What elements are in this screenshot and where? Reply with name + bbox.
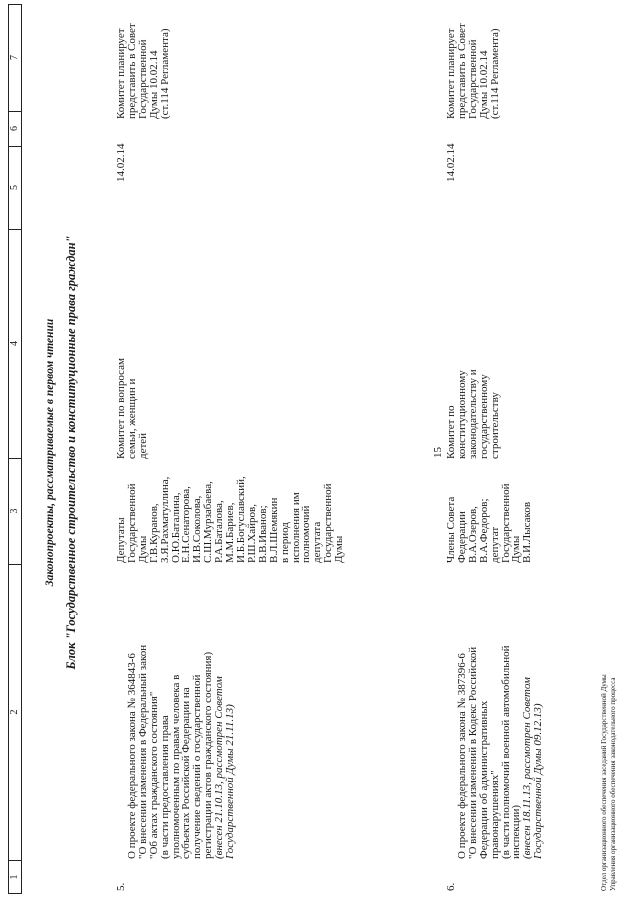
- column-number: 3: [9, 458, 21, 565]
- column-number: 5: [9, 146, 21, 230]
- column-number: 1: [9, 874, 20, 880]
- review-date: 14.02.14: [445, 143, 457, 182]
- bill-initiator: Депутаты Государственной Думы Г.В.Куранов, З.Я.Рахматуллина, О.Ю.Баталина, Е.Н.Сенаторова, И.В.Соколова, С.Ш.Мурзабаева, Р.А.Баталова, М.М.Бариев, И.Б.Богуславский, Р.Ш.Хайров, В.В.Иванов; В.Л.Шемякин в период исполнения им полномочий депутата Государственной Думы: [115, 476, 346, 563]
- responsible-committee: Комитет по вопросам семьи, женщин и детей: [115, 358, 149, 459]
- page-number: 15: [432, 447, 444, 458]
- review-date: 14.02.14: [115, 143, 127, 182]
- column-number: 2: [9, 564, 21, 861]
- bill-title: [116, 569, 236, 859]
- bill-title-text: О проекте федерального закона № 387396-6 "О внесении изменений в Кодекс Российской Федерации об административных правонарушениях" (в части полномочий военной автомобильной инспекции): [455, 645, 523, 859]
- bill-title: [446, 569, 544, 859]
- committee-note: Комитет планирует представить в Совет Государственной Думы 10.02.14 (ст.114 Регламента): [445, 23, 501, 119]
- footer-department: Отдел организационного обеспечения заседаний Государственной Думы Управления организационного обеспечения законодательного процесса: [600, 674, 617, 891]
- column-number: 6: [9, 111, 21, 147]
- bill-title-text: О проекте федерального закона № 364843-6 "О внесении изменения в Федеральный закон "Об актах гражданского состояния" (в части предоставления права уполномоченным по правам человека в субъектах Российской Федерации на получение сведений о государственной регистрации актов гражданского состояния): [125, 644, 215, 859]
- committee-note: Комитет планирует представить в Совет Государственной Думы 10.02.14 (ст.114 Регламента): [115, 23, 171, 119]
- row-number: 6.: [445, 882, 457, 891]
- block-title: Блок "Государственное строительство и конституционные права граждан": [64, 235, 78, 670]
- bill-title-note: (внесен 18.11.13, рассмотрен Советом Государственной Думы 09.12.13): [521, 677, 545, 859]
- bill-title-note: (внесен 21.10.13, рассмотрен Советом Государственной Думы 21.11.13): [213, 676, 237, 859]
- responsible-committee: Комитет по конституционному законодательству и государственному строительству: [445, 369, 501, 459]
- row-number: 5.: [115, 882, 127, 891]
- bill-initiator: Члены Совета Федерации В.А.Озеров, В.А.Федоров; депутат Государственной Думы В.И.Лысаков: [445, 483, 534, 563]
- column-number: 4: [9, 229, 21, 459]
- column-number: 7: [9, 4, 21, 112]
- column-number-header: [8, 4, 22, 894]
- section-title: Законопроекты, рассматриваемые в первом чтении: [44, 318, 56, 587]
